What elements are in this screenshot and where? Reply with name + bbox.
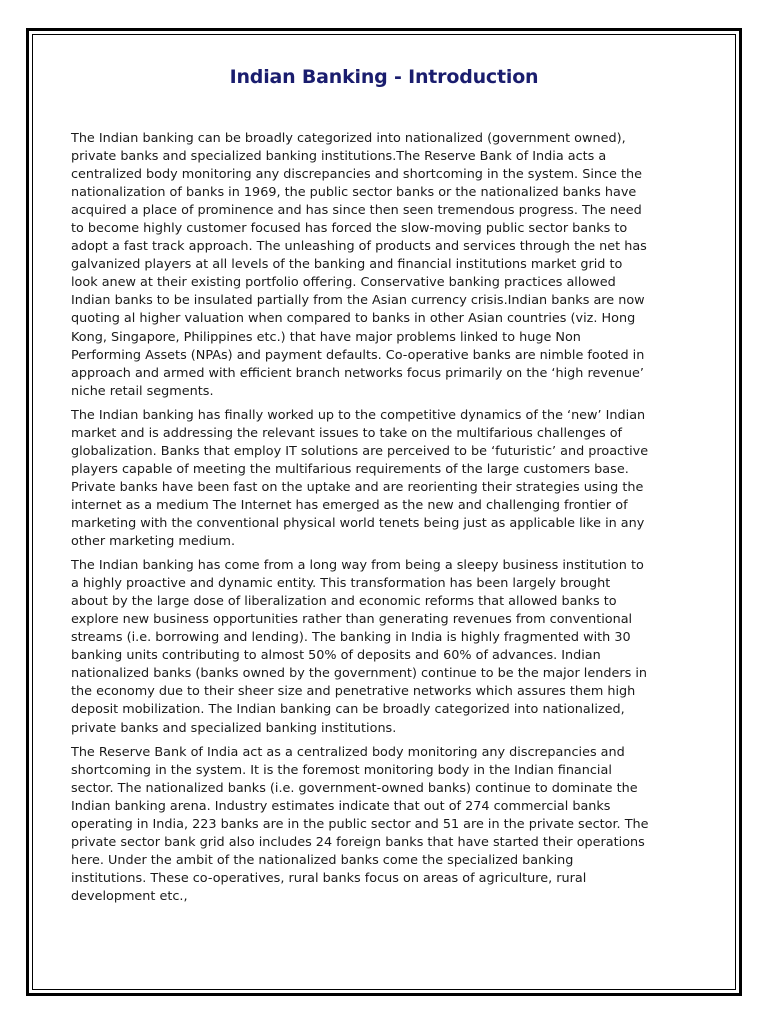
- page-title: Indian Banking - Introduction: [229, 66, 539, 88]
- paragraph-4: The Reserve Bank of India act as a centralized body monitoring any discrepancies and shortcoming in the system. It is the foremost monitoring body in the Indian financial sector. The nationalized banks (i.e. government-owned banks) continue to dominate the Indian banking arena. Industry estimates indicate that out of 274 commercial banks operating in India, 223 banks are in the public sector and 51 are in the private sector. The private sector bank grid also includes 24 foreign banks that have started their operations here. Under the ambit of the nationalized banks come the specialized banking institutions. These co-operatives, rural banks focus on areas of agriculture, rural development etc.,: [71, 744, 649, 904]
- paragraph-1: The Indian banking can be broadly categorized into nationalized (government owned), private banks and specialized banking institutions.The Reserve Bank of India acts a centralized body monitoring any discrepancies and shortcoming in the system. Since the nationalization of banks in 1969, the public sector banks or the nationalized banks have acquired a place of prominence and has since then seen tremendous progress. The need to become highly customer focused has forced the slow-moving public sector banks to adopt a fast track approach. The unleashing of products and services through the net has galvanized players at all levels of the banking and financial institutions market grid to look anew at their existing portfolio offering. Conservative banking practices allowed Indian banks to be insulated partially from the Asian currency crisis.Indian banks are now quoting al higher valuation when compared to banks in other Asian countries (viz. Hong Kong, Singapore, Philippines etc.) that have major problems linked to huge Non Performing Assets (NPAs) and payment defaults. Co-operative banks are nimble footed in approach and armed with efficient branch networks focus primarily on the ‘high revenue’ niche retail segments.: [71, 131, 647, 399]
- paragraph-2: The Indian banking has finally worked up to the competitive dynamics of the ‘new’ Indian market and is addressing the relevant issues to take on the multifarious challenges of globalization. Banks that employ IT solutions are perceived to be ‘futuristic’ and proactive players capable of meeting the multifarious requirements of the large customers base. Private banks have been fast on the uptake and are reorienting their strategies using the internet as a medium The Internet has emerged as the new and challenging frontier of marketing with the conventional physical world tenets being just as applicable like in any other marketing medium.: [71, 407, 649, 550]
- document-body: [71, 130, 651, 912]
- paragraph-3: The Indian banking has come from a long way from being a sleepy business institution to a highly proactive and dynamic entity. This transformation has been largely brought about by the large dose of liberalization and economic reforms that allowed banks to explore new business opportunities rather than generating revenues from conventional streams (i.e. borrowing and lending). The banking in India is highly fragmented with 30 banking units contributing to almost 50% of deposits and 60% of advances. Indian nationalized banks (banks owned by the government) continue to be the major lenders in the economy due to their sheer size and penetrative networks which assures them high deposit mobilization. The Indian banking can be broadly categorized into nationalized, private banks and specialized banking institutions.: [71, 558, 647, 736]
